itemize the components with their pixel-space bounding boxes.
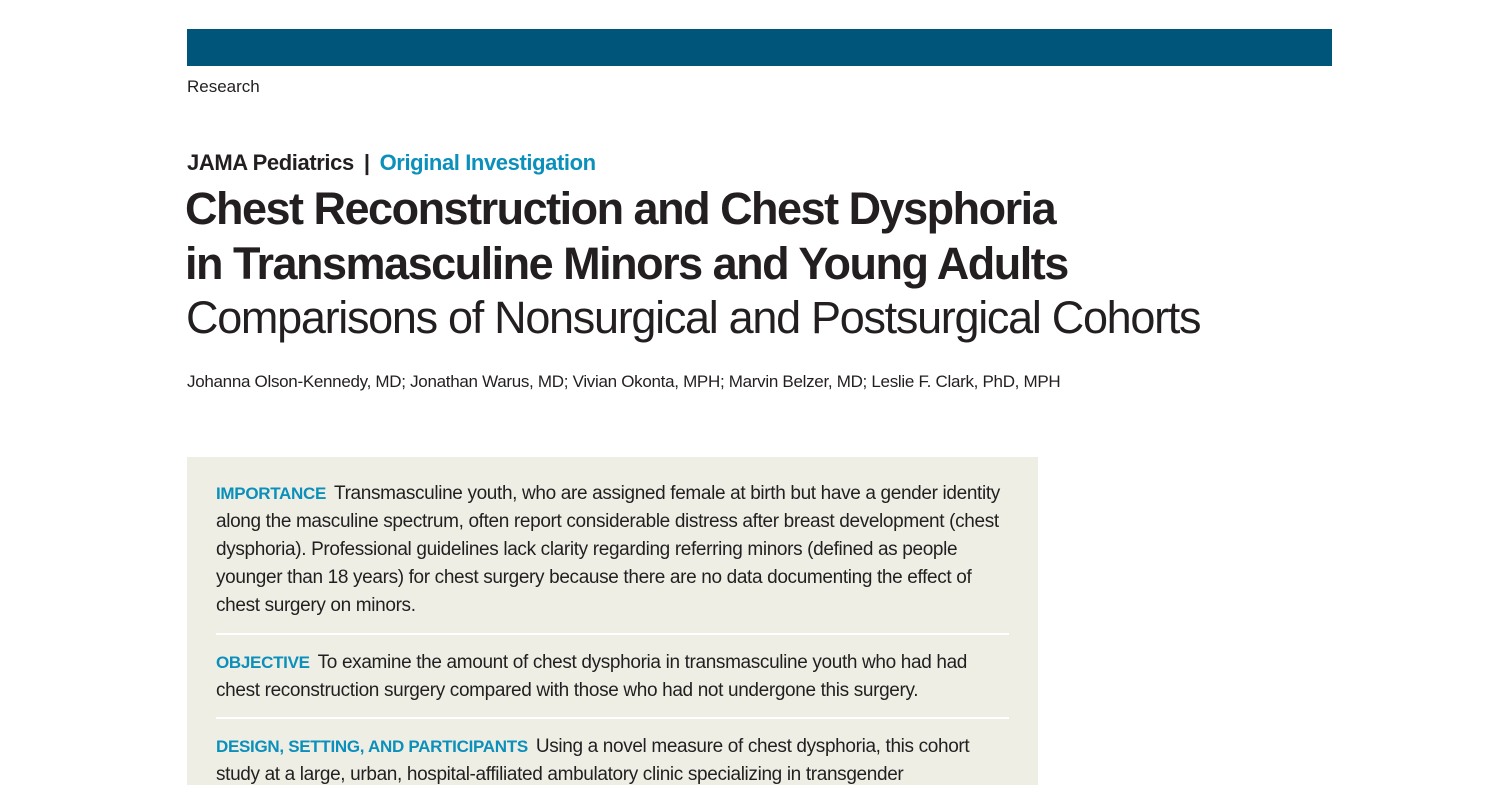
author-list: Johanna Olson-Kennedy, MD; Jonathan Warus, MD; Vivian Okonta, MPH; Marvin Belzer, MD; Leslie F. Clark, PhD, MPH	[187, 372, 1061, 391]
title-line-2: in Transmasculine Minors and Young Adults	[185, 238, 1068, 289]
journal-separator: |	[363, 150, 370, 175]
section-label: Research	[187, 77, 260, 96]
abstract-divider	[216, 717, 1009, 719]
abstract-text-objective: To examine the amount of chest dysphoria in transmasculine youth who had had chest reconstruction surgery compared with those who had not undergone this surgery.	[216, 652, 968, 701]
abstract-divider	[216, 633, 1009, 635]
abstract-design	[216, 733, 1009, 785]
article-type: Original Investigation	[379, 150, 596, 175]
title-line-1: Chest Reconstruction and Chest Dysphoria	[185, 183, 1056, 234]
abstract-text-design: Using a novel measure of chest dysphoria, this cohort study at a large, urban, hospital-affiliated ambulatory clinic specializing in transgender	[216, 736, 970, 785]
abstract-importance	[216, 480, 1009, 620]
abstract-text-importance: Transmasculine youth, who are assigned female at birth but have a gender identity along the masculine spectrum, often report considerable distress after breast development (chest dysphoria). Professional guidelines lack clarity regarding referring minors (defined as people younger than 18 years) for chest surgery because there are no data documenting the effect of chest surgery on minors.	[216, 483, 1000, 616]
abstract-objective	[216, 649, 1009, 705]
header-color-bar	[187, 29, 1332, 66]
abstract-heading-objective: OBJECTIVE	[216, 653, 310, 672]
abstract-box	[187, 457, 1038, 785]
abstract-heading-design: DESIGN, SETTING, AND PARTICIPANTS	[216, 737, 528, 756]
article-title	[185, 181, 1185, 291]
journal-line	[187, 149, 596, 177]
abstract-heading-importance: IMPORTANCE	[216, 484, 327, 503]
article-subtitle: Comparisons of Nonsurgical and Postsurgical Cohorts	[186, 292, 1201, 343]
journal-name: JAMA Pediatrics	[187, 150, 354, 175]
